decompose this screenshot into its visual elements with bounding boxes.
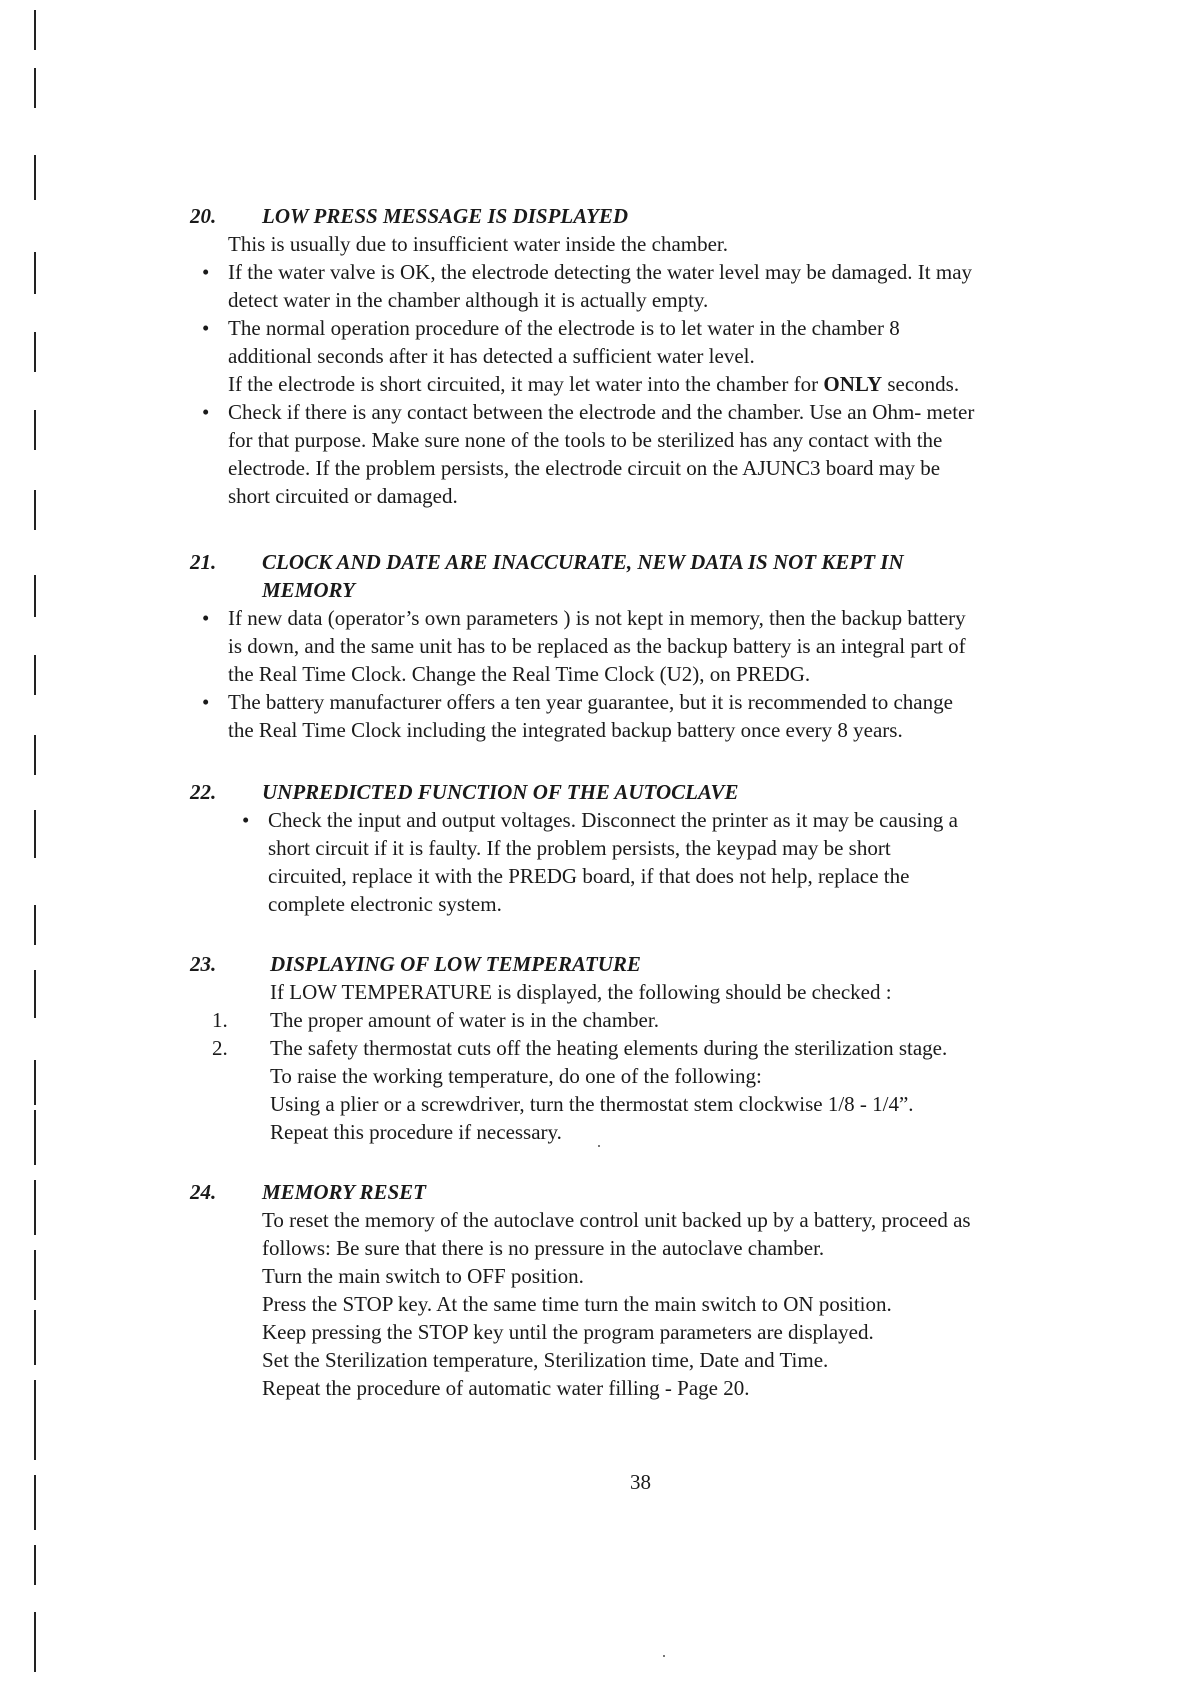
paragraph-line: Press the STOP key. At the same time turn the main switch to ON position.	[262, 1292, 892, 1316]
section-title: CLOCK AND DATE ARE INACCURATE, NEW DATA IS NOT KEPT IN	[262, 550, 904, 574]
section-number: 22.	[190, 780, 217, 804]
binding-mark	[34, 905, 36, 945]
paragraph-line: This is usually due to insufficient water inside the chamber.	[228, 232, 729, 256]
binding-mark	[34, 1545, 36, 1585]
bullet-icon: •	[202, 400, 210, 424]
section-title: MEMORY	[262, 578, 355, 602]
text-run: If the electrode is short circuited, it may let water into the chamber for	[228, 372, 824, 396]
bullet-line: the Real Time Clock. Change the Real Time Clock (U2), on PREDG.	[228, 662, 811, 686]
binding-mark	[34, 1475, 36, 1530]
list-item: Repeat this procedure if necessary.	[270, 1120, 562, 1144]
binding-mark	[34, 735, 36, 775]
list-number: 2.	[212, 1036, 228, 1060]
list-item: The proper amount of water is in the chamber.	[270, 1008, 659, 1032]
bullet-line: short circuit if it is faulty. If the problem persists, the keypad may be short	[268, 836, 891, 860]
binding-mark	[34, 575, 36, 617]
binding-mark	[34, 10, 36, 50]
section-20	[190, 202, 1090, 532]
binding-mark	[34, 1310, 36, 1365]
scan-dot	[663, 1655, 665, 1657]
bullet-line: If the water valve is OK, the electrode detecting the water level may be damaged. It may	[228, 260, 973, 284]
list-item: The safety thermostat cuts off the heating elements during the sterilization stage.	[270, 1036, 948, 1060]
bullet-line: is down, and the same unit has to be replaced as the backup battery is an integral part of	[228, 634, 966, 658]
binding-mark	[34, 1380, 36, 1460]
paragraph-line: Set the Sterilization temperature, Sterilization time, Date and Time.	[262, 1348, 829, 1372]
bullet-line: Check the input and output voltages. Disconnect the printer as it may be causing a	[268, 808, 958, 832]
binding-mark	[34, 1180, 36, 1235]
scan-dot	[598, 1145, 600, 1147]
binding-mark	[34, 410, 36, 450]
binding-mark	[34, 970, 36, 1018]
section-title: UNPREDICTED FUNCTION OF THE AUTOCLAVE	[262, 780, 739, 804]
section-title: LOW PRESS MESSAGE IS DISPLAYED	[262, 204, 629, 228]
paragraph-line: follows: Be sure that there is no pressure in the autoclave chamber.	[262, 1236, 825, 1260]
bullet-icon: •	[202, 260, 210, 284]
list-number: 1.	[212, 1008, 228, 1032]
paragraph-line: To reset the memory of the autoclave control unit backed up by a battery, proceed as	[262, 1208, 971, 1232]
bullet-line: The normal operation procedure of the electrode is to let water in the chamber 8	[228, 316, 900, 340]
section-number: 21.	[190, 550, 217, 574]
bullet-line: the Real Time Clock including the integrated backup battery once every 8 years.	[228, 718, 903, 742]
binding-mark	[34, 490, 36, 530]
section-number: 24.	[190, 1180, 217, 1204]
binding-mark	[34, 155, 36, 200]
binding-mark	[34, 1110, 36, 1165]
paragraph-line: If LOW TEMPERATURE is displayed, the following should be checked :	[270, 980, 892, 1004]
section-title: DISPLAYING OF LOW TEMPERATURE	[270, 952, 641, 976]
list-item: Using a plier or a screwdriver, turn the thermostat stem clockwise 1/8 - 1/4”.	[270, 1092, 914, 1116]
bullet-icon: •	[242, 808, 250, 832]
emphasis-only: ONLY	[823, 372, 883, 396]
section-23	[190, 950, 1090, 1160]
binding-mark	[34, 68, 36, 108]
binding-mark	[34, 655, 36, 695]
list-item: To raise the working temperature, do one of the following:	[270, 1064, 762, 1088]
bullet-icon: •	[202, 316, 210, 340]
bullet-icon: •	[202, 606, 210, 630]
section-22	[190, 778, 1090, 928]
section-number: 20.	[190, 204, 217, 228]
binding-mark	[34, 332, 36, 372]
binding-mark	[34, 1060, 36, 1105]
bullet-line: If new data (operator’s own parameters ) is not kept in memory, then the backup battery	[228, 606, 966, 630]
bullet-line: short circuited or damaged.	[228, 484, 458, 508]
binding-mark	[34, 252, 36, 294]
bullet-line	[228, 370, 959, 398]
paragraph-line: Turn the main switch to OFF position.	[262, 1264, 584, 1288]
bullet-line: circuited, replace it with the PREDG board, if that does not help, replace the	[268, 864, 910, 888]
bullet-line: for that purpose. Make sure none of the tools to be sterilized has any contact with the	[228, 428, 943, 452]
bullet-icon: •	[202, 690, 210, 714]
section-21	[190, 548, 1090, 758]
paragraph-line: Repeat the procedure of automatic water filling - Page 20.	[262, 1376, 750, 1400]
page-number: 38	[630, 1470, 651, 1494]
bullet-line: electrode. If the problem persists, the electrode circuit on the AJUNC3 board may be	[228, 456, 941, 480]
section-number: 23.	[190, 952, 217, 976]
bullet-line: detect water in the chamber although it is actually empty.	[228, 288, 709, 312]
text-run: seconds.	[882, 372, 960, 396]
bullet-line: The battery manufacturer offers a ten year guarantee, but it is recommended to change	[228, 690, 953, 714]
binding-mark	[34, 1612, 36, 1672]
bullet-line: Check if there is any contact between the electrode and the chamber. Use an Ohm- meter	[228, 400, 975, 424]
paragraph-line: Keep pressing the STOP key until the program parameters are displayed.	[262, 1320, 874, 1344]
binding-mark	[34, 1250, 36, 1300]
bullet-line: additional seconds after it has detected a sufficient water level.	[228, 344, 755, 368]
section-24	[190, 1178, 1090, 1418]
bullet-line: complete electronic system.	[268, 892, 502, 916]
section-title: MEMORY RESET	[262, 1180, 426, 1204]
binding-mark	[34, 810, 36, 858]
